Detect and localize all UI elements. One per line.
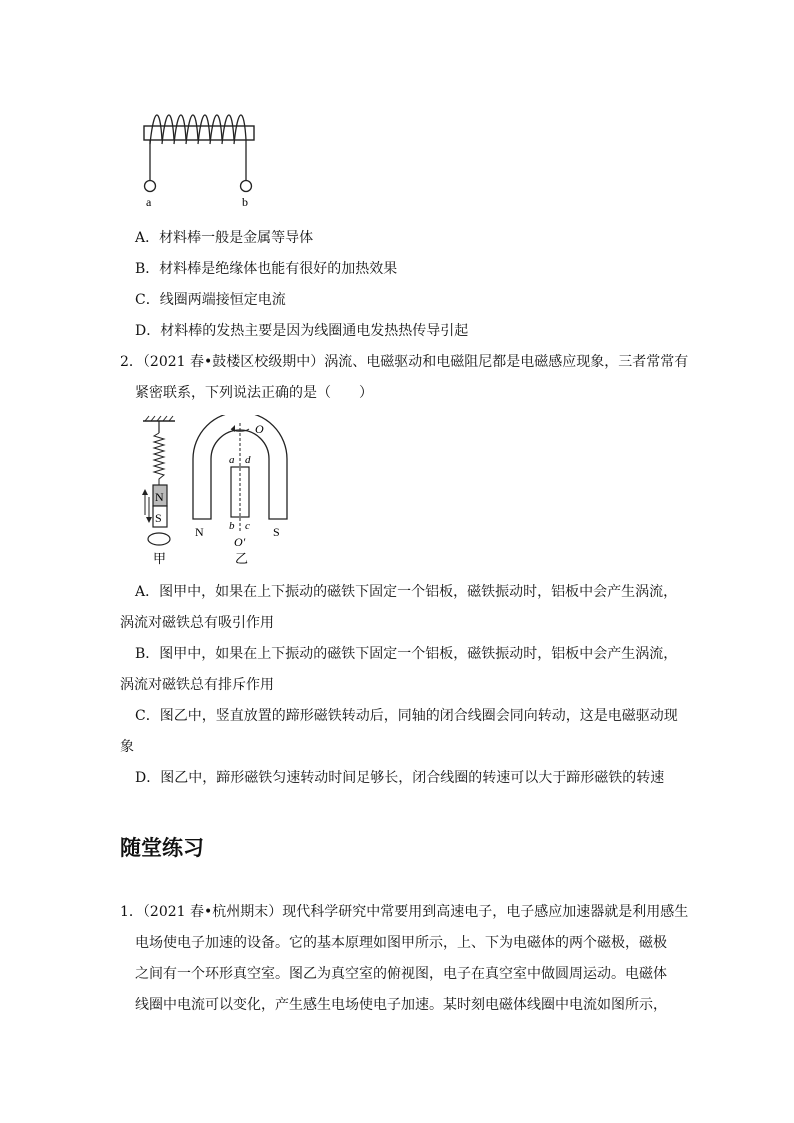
coil-a-label: a: [229, 454, 235, 466]
axis-o-label: O: [255, 422, 264, 436]
coil-c-label: c: [245, 520, 250, 532]
q2-option-b-line2: 涡流对磁铁总有排斥作用: [120, 677, 274, 693]
figure-yi: [193, 415, 287, 566]
axis-o-prime-label: O′: [234, 535, 246, 549]
coil-d-label: d: [245, 454, 251, 466]
terminal-a-label: a: [146, 195, 152, 209]
magnet-s-label: S: [155, 511, 162, 525]
q2-option-d: D．图乙中，蹄形磁铁匀速转动时间足够长，闭合线圈的转速可以大于蹄形磁铁的转速: [135, 770, 665, 786]
p1-line1: 1．（2021 春•杭州期末）现代科学研究中常要用到高速电子，电子感应加速器就是利用感生: [120, 904, 689, 920]
terminal-b: [241, 181, 252, 192]
q1-option-a: A．材料棒一般是金属等导体: [135, 230, 314, 246]
q2-stem-line1: 2．（2021 春•鼓楼区校级期中）涡流、电磁驱动和电磁阻尼都是电磁感应现象，三者常常有: [120, 354, 689, 370]
q1-option-b: B．材料棒是绝缘体也能有很好的加热效果: [135, 261, 398, 277]
p1-line4: 线圈中电流可以变化，产生感生电场使电子加速。某时刻电磁体线圈中电流如图所示，: [135, 997, 667, 1013]
figure-jia-label: 甲: [153, 551, 167, 566]
p1-line2: 电场使电子加速的设备。它的基本原理如图甲所示，上、下为电磁体的两个磁极，磁极: [135, 935, 667, 951]
pole-n-label: N: [195, 525, 204, 539]
figure-yi-label: 乙: [235, 551, 249, 566]
coil-b-label: b: [229, 520, 235, 532]
coil-rod-figure: [130, 100, 270, 210]
spring: [154, 433, 164, 485]
q2-option-c-line2: 象: [120, 739, 134, 755]
q2-option-a-line2: 涡流对磁铁总有吸引作用: [120, 615, 274, 631]
q2-option-c-line1: C．图乙中，竖直放置的蹄形磁铁转动后，同轴的闭合线圈会同向转动，这是电磁驱动现: [135, 708, 678, 724]
section-title: 随堂练习: [120, 836, 204, 860]
q2-stem-line2: 紧密联系，下列说法正确的是（ ）: [135, 385, 373, 401]
q2-option-a-line1: A．图甲中，如果在上下振动的磁铁下固定一个铝板，磁铁振动时，铝板中会产生涡流，: [135, 584, 678, 600]
plate: [148, 533, 170, 545]
q2-option-b-line1: B．图甲中，如果在上下振动的磁铁下固定一个铝板，磁铁振动时，铝板中会产生涡流，: [135, 646, 678, 662]
q1-option-d: D．材料棒的发热主要是因为线圈通电发热热传导引起: [135, 323, 469, 339]
p1-line3: 之间有一个环形真空室。图乙为真空室的俯视图，电子在真空室中做圆周运动。电磁体: [135, 966, 667, 982]
q1-option-c: C．线圈两端接恒定电流: [135, 292, 286, 308]
figure-jia: [142, 416, 175, 566]
pole-s-label: S: [273, 525, 280, 539]
q2-figure: [135, 415, 295, 570]
terminal-b-label: b: [242, 195, 248, 209]
magnet-n-label: N: [155, 490, 164, 504]
terminal-a: [145, 181, 156, 192]
